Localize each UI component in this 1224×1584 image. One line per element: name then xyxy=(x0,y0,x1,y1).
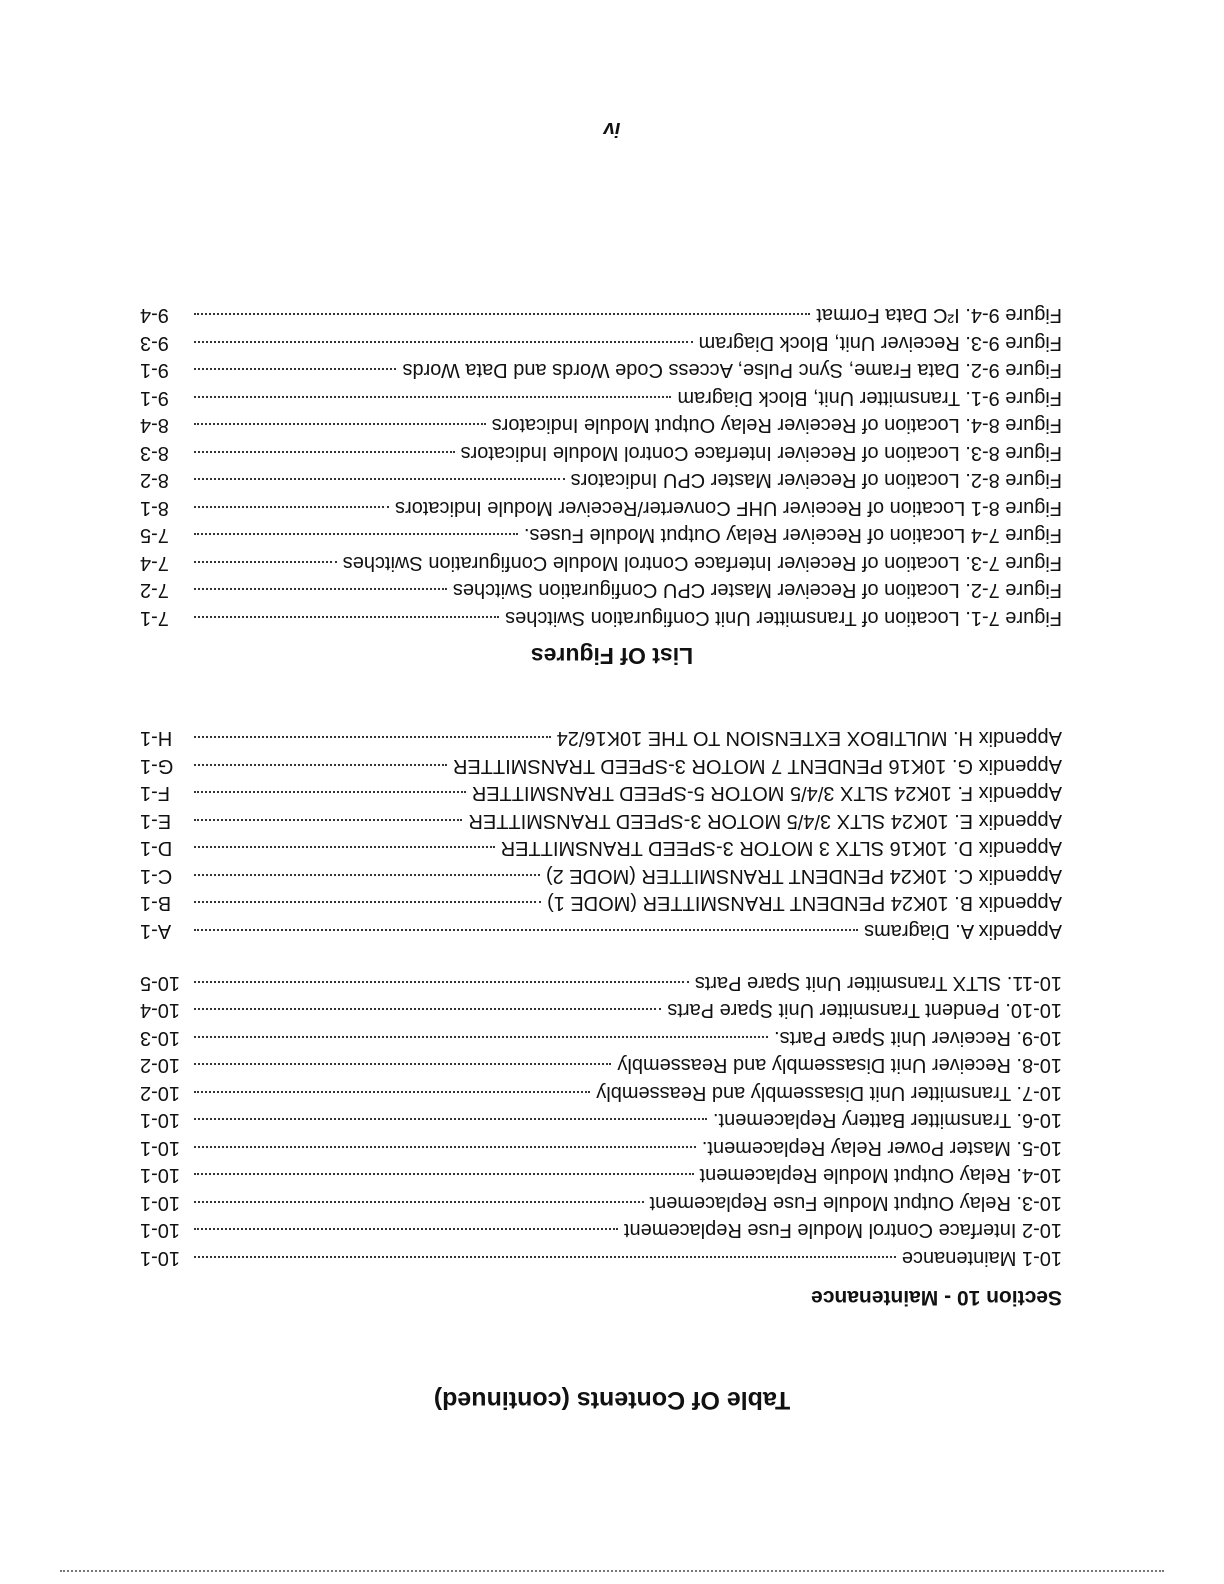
toc-entry xyxy=(140,354,1062,382)
toc-entry-page: 9-1 xyxy=(140,387,169,409)
toc-entry xyxy=(140,1187,1062,1215)
dot-leader xyxy=(194,1119,707,1122)
toc-entry-page: 10-1 xyxy=(140,1192,181,1214)
toc-entry xyxy=(140,382,1062,410)
toc-entry-label: Figure 9-3. Receiver Unit, Block Diagram xyxy=(698,332,1062,354)
toc-entry xyxy=(140,722,1062,750)
toc-entry-page: 8-4 xyxy=(140,414,169,437)
appendix-toc-list xyxy=(140,722,1062,942)
dot-leader xyxy=(194,534,518,537)
toc-entry xyxy=(140,602,1062,630)
toc-entry-page: 9-3 xyxy=(140,332,169,354)
toc-entry-label: Appendix G. 10K16 PENDENT 7 MOTOR 3-SPEED TRANSMITTER xyxy=(452,755,1062,777)
toc-entry-page: D-1 xyxy=(140,837,173,860)
dot-leader xyxy=(194,424,486,427)
toc-entry-label: 10-8. Receiver Unit Disassembly and Reassembly xyxy=(617,1054,1062,1077)
toc-entry xyxy=(140,887,1062,915)
toc-entry xyxy=(140,750,1062,778)
toc-entry-page: 7-1 xyxy=(140,607,169,629)
dot-leader xyxy=(194,1036,768,1039)
toc-entry-page: C-1 xyxy=(140,865,173,887)
toc-entry xyxy=(140,967,1062,995)
toc-entry-label: Figure 9-2. Data Frame, Sync Pulse, Access Code Words and Data Words xyxy=(402,359,1062,382)
toc-entry-label: 10-4. Relay Output Module Replacement xyxy=(699,1164,1062,1187)
toc-entry-page: F-1 xyxy=(140,782,170,805)
dot-leader xyxy=(194,341,693,344)
toc-entry-label: Figure 8-3. Location of Receiver Interface Control Module Indicators xyxy=(460,442,1062,464)
toc-entry xyxy=(140,299,1062,327)
toc-entry-label: 10-2 Interface Control Module Fuse Replacement xyxy=(623,1219,1062,1242)
toc-entry-label: 10-3. Relay Output Module Fuse Replacement xyxy=(649,1192,1062,1214)
page-number: iv xyxy=(603,118,621,140)
toc-entry xyxy=(140,1132,1062,1160)
toc-entry-page: 10-2 xyxy=(140,1054,181,1077)
toc-entry-page: 10-5 xyxy=(140,972,181,994)
toc-entry-page: 9-4 xyxy=(140,304,169,327)
toc-entry-page: 8-3 xyxy=(140,442,169,464)
toc-entry-label: Figure 7-4 Location of Receiver Relay Output Module Fuses. xyxy=(523,524,1062,547)
toc-entry xyxy=(140,805,1062,833)
toc-entry-page: 10-1 xyxy=(140,1164,181,1187)
toc-entry-page: 8-2 xyxy=(140,469,169,492)
toc-entry xyxy=(140,1214,1062,1242)
toc-entry xyxy=(140,574,1062,602)
toc-entry xyxy=(140,492,1062,520)
toc-entry xyxy=(140,915,1062,943)
toc-entry-label: Appendix F. 10K24 SLTX 3/4/5 MOTOR 5-SPEED TRANSMITTER xyxy=(471,782,1062,805)
dot-leader xyxy=(194,874,540,877)
dot-leader xyxy=(194,1256,896,1259)
dot-leader xyxy=(194,589,447,592)
dot-leader xyxy=(194,1174,694,1177)
toc-entry xyxy=(140,437,1062,465)
toc-entry-page: E-1 xyxy=(140,810,172,832)
toc-entry-label: Appendix C. 10K24 PENDENT TRANSMITTER (MODE 2) xyxy=(545,865,1062,887)
dot-leader xyxy=(194,1064,611,1067)
toc-entry-label: 10-9. Receiver Unit Spare Parts. xyxy=(774,1027,1062,1049)
toc-entry xyxy=(140,464,1062,492)
toc-entry-page: G-1 xyxy=(140,755,174,777)
toc-entry-page: 10-1 xyxy=(140,1219,181,1242)
toc-entry-page: 7-4 xyxy=(140,552,169,574)
toc-entry-page: B-1 xyxy=(140,892,172,915)
toc-entry xyxy=(140,1159,1062,1187)
scan-edge-artifact xyxy=(60,1568,1164,1572)
dot-leader xyxy=(194,1009,661,1012)
toc-entry-page: 10-1 xyxy=(140,1137,181,1159)
toc-entry-page: A-1 xyxy=(140,920,172,942)
dot-leader xyxy=(194,1091,590,1094)
dot-leader xyxy=(194,929,858,932)
dot-leader xyxy=(194,847,495,850)
toc-entry-label: 10-10. Pendent Transmitter Unit Spare Parts xyxy=(667,999,1062,1022)
dot-leader xyxy=(194,1229,618,1232)
dot-leader xyxy=(194,396,671,399)
toc-entry-page: 10-2 xyxy=(140,1082,181,1104)
toc-entry-label: Figure 8-4. Location of Receiver Relay Output Module Indicators xyxy=(491,414,1062,437)
dot-leader xyxy=(194,506,389,509)
toc-entry xyxy=(140,327,1062,355)
toc-entry xyxy=(140,832,1062,860)
toc-entry-label: Figure 9-4. I²C Data Format xyxy=(816,304,1062,327)
dot-leader xyxy=(194,451,455,454)
toc-entry xyxy=(140,1242,1062,1270)
page-title: Table Of Contents (continued) xyxy=(433,1386,791,1414)
toc-entry xyxy=(140,547,1062,575)
toc-entry-label: Figure 9-1. Transmitter Unit, Block Diagram xyxy=(677,387,1062,409)
toc-entry-page: 10-1 xyxy=(140,1109,181,1132)
toc-entry-label: 10-7. Transmitter Unit Disassembly and Reassembly xyxy=(596,1082,1062,1104)
toc-entry xyxy=(140,1077,1062,1105)
toc-entry xyxy=(140,860,1062,888)
toc-entry-label: Appendix B. 10K24 PENDENT TRANSMITTER (MODE 1) xyxy=(547,892,1062,915)
dot-leader xyxy=(194,314,810,317)
toc-entry xyxy=(140,1022,1062,1050)
dot-leader xyxy=(194,792,466,795)
toc-entry-label: Appendix A. Diagrams xyxy=(864,920,1062,942)
toc-entry-page: 10-3 xyxy=(140,1027,181,1049)
toc-entry-label: Appendix D. 10K16 SLTX 3 MOTOR 3-SPEED TRANSMITTER xyxy=(500,837,1062,860)
toc-entry-label: Figure 7-2. Location of Receiver Master CPU Configuration Switches xyxy=(452,579,1062,602)
toc-entry-label: Appendix H. MULTIBOX EXTENSION TO THE 10K16/24 xyxy=(556,727,1062,750)
dot-leader xyxy=(194,1146,696,1149)
dot-leader xyxy=(194,764,447,767)
toc-entry-page: 10-4 xyxy=(140,999,181,1022)
toc-entry-label: Figure 8-1 Location of Receiver UHF Converter/Receiver Module Indicators xyxy=(395,497,1062,519)
toc-entry-label: Figure 8-2. Location of Receiver Master CPU Indicators xyxy=(570,469,1062,492)
toc-entry xyxy=(140,519,1062,547)
toc-entry-page: 7-5 xyxy=(140,524,169,547)
figure-toc-list xyxy=(140,299,1062,629)
toc-entry-page: 10-1 xyxy=(140,1247,181,1269)
toc-entry xyxy=(140,409,1062,437)
toc-entry-label: 10-1 Maintenance xyxy=(901,1247,1062,1269)
dot-leader xyxy=(194,369,396,372)
toc-entry-page: 7-2 xyxy=(140,579,169,602)
maintenance-toc-list xyxy=(140,967,1062,1270)
toc-entry-page: 9-1 xyxy=(140,359,169,382)
toc-entry-label: Figure 7-3. Location of Receiver Interface Control Module Configuration Switches xyxy=(342,552,1062,574)
toc-entry xyxy=(140,1049,1062,1077)
toc-entry-page: 8-1 xyxy=(140,497,169,519)
toc-entry-label: 10-11. SLTX Transmitter Unit Spare Parts xyxy=(694,972,1062,994)
dot-leader xyxy=(194,561,337,564)
toc-entry-label: Appendix E. 10K24 SLTX 3/4/5 MOTOR 3-SPEED TRANSMITTER xyxy=(468,810,1062,832)
toc-entry xyxy=(140,1104,1062,1132)
toc-entry xyxy=(140,994,1062,1022)
section-heading: Section 10 - Maintenance xyxy=(811,1286,1062,1309)
toc-entry-page: H-1 xyxy=(140,727,173,750)
dot-leader xyxy=(194,902,541,905)
toc-entry-label: 10-5. Master Power Relay Replacement. xyxy=(701,1137,1062,1159)
dot-leader xyxy=(194,616,499,619)
dot-leader xyxy=(194,479,565,482)
dot-leader xyxy=(194,737,551,740)
toc-entry-label: 10-6. Transmitter Battery Replacement. xyxy=(712,1109,1062,1132)
toc-entry xyxy=(140,777,1062,805)
dot-leader xyxy=(194,981,689,984)
toc-entry-label: Figure 7-1. Location of Transmitter Unit Configuration Switches xyxy=(505,607,1062,629)
list-of-figures-heading: List Of Figures xyxy=(530,643,694,669)
dot-leader xyxy=(194,1201,644,1204)
dot-leader xyxy=(194,819,462,822)
